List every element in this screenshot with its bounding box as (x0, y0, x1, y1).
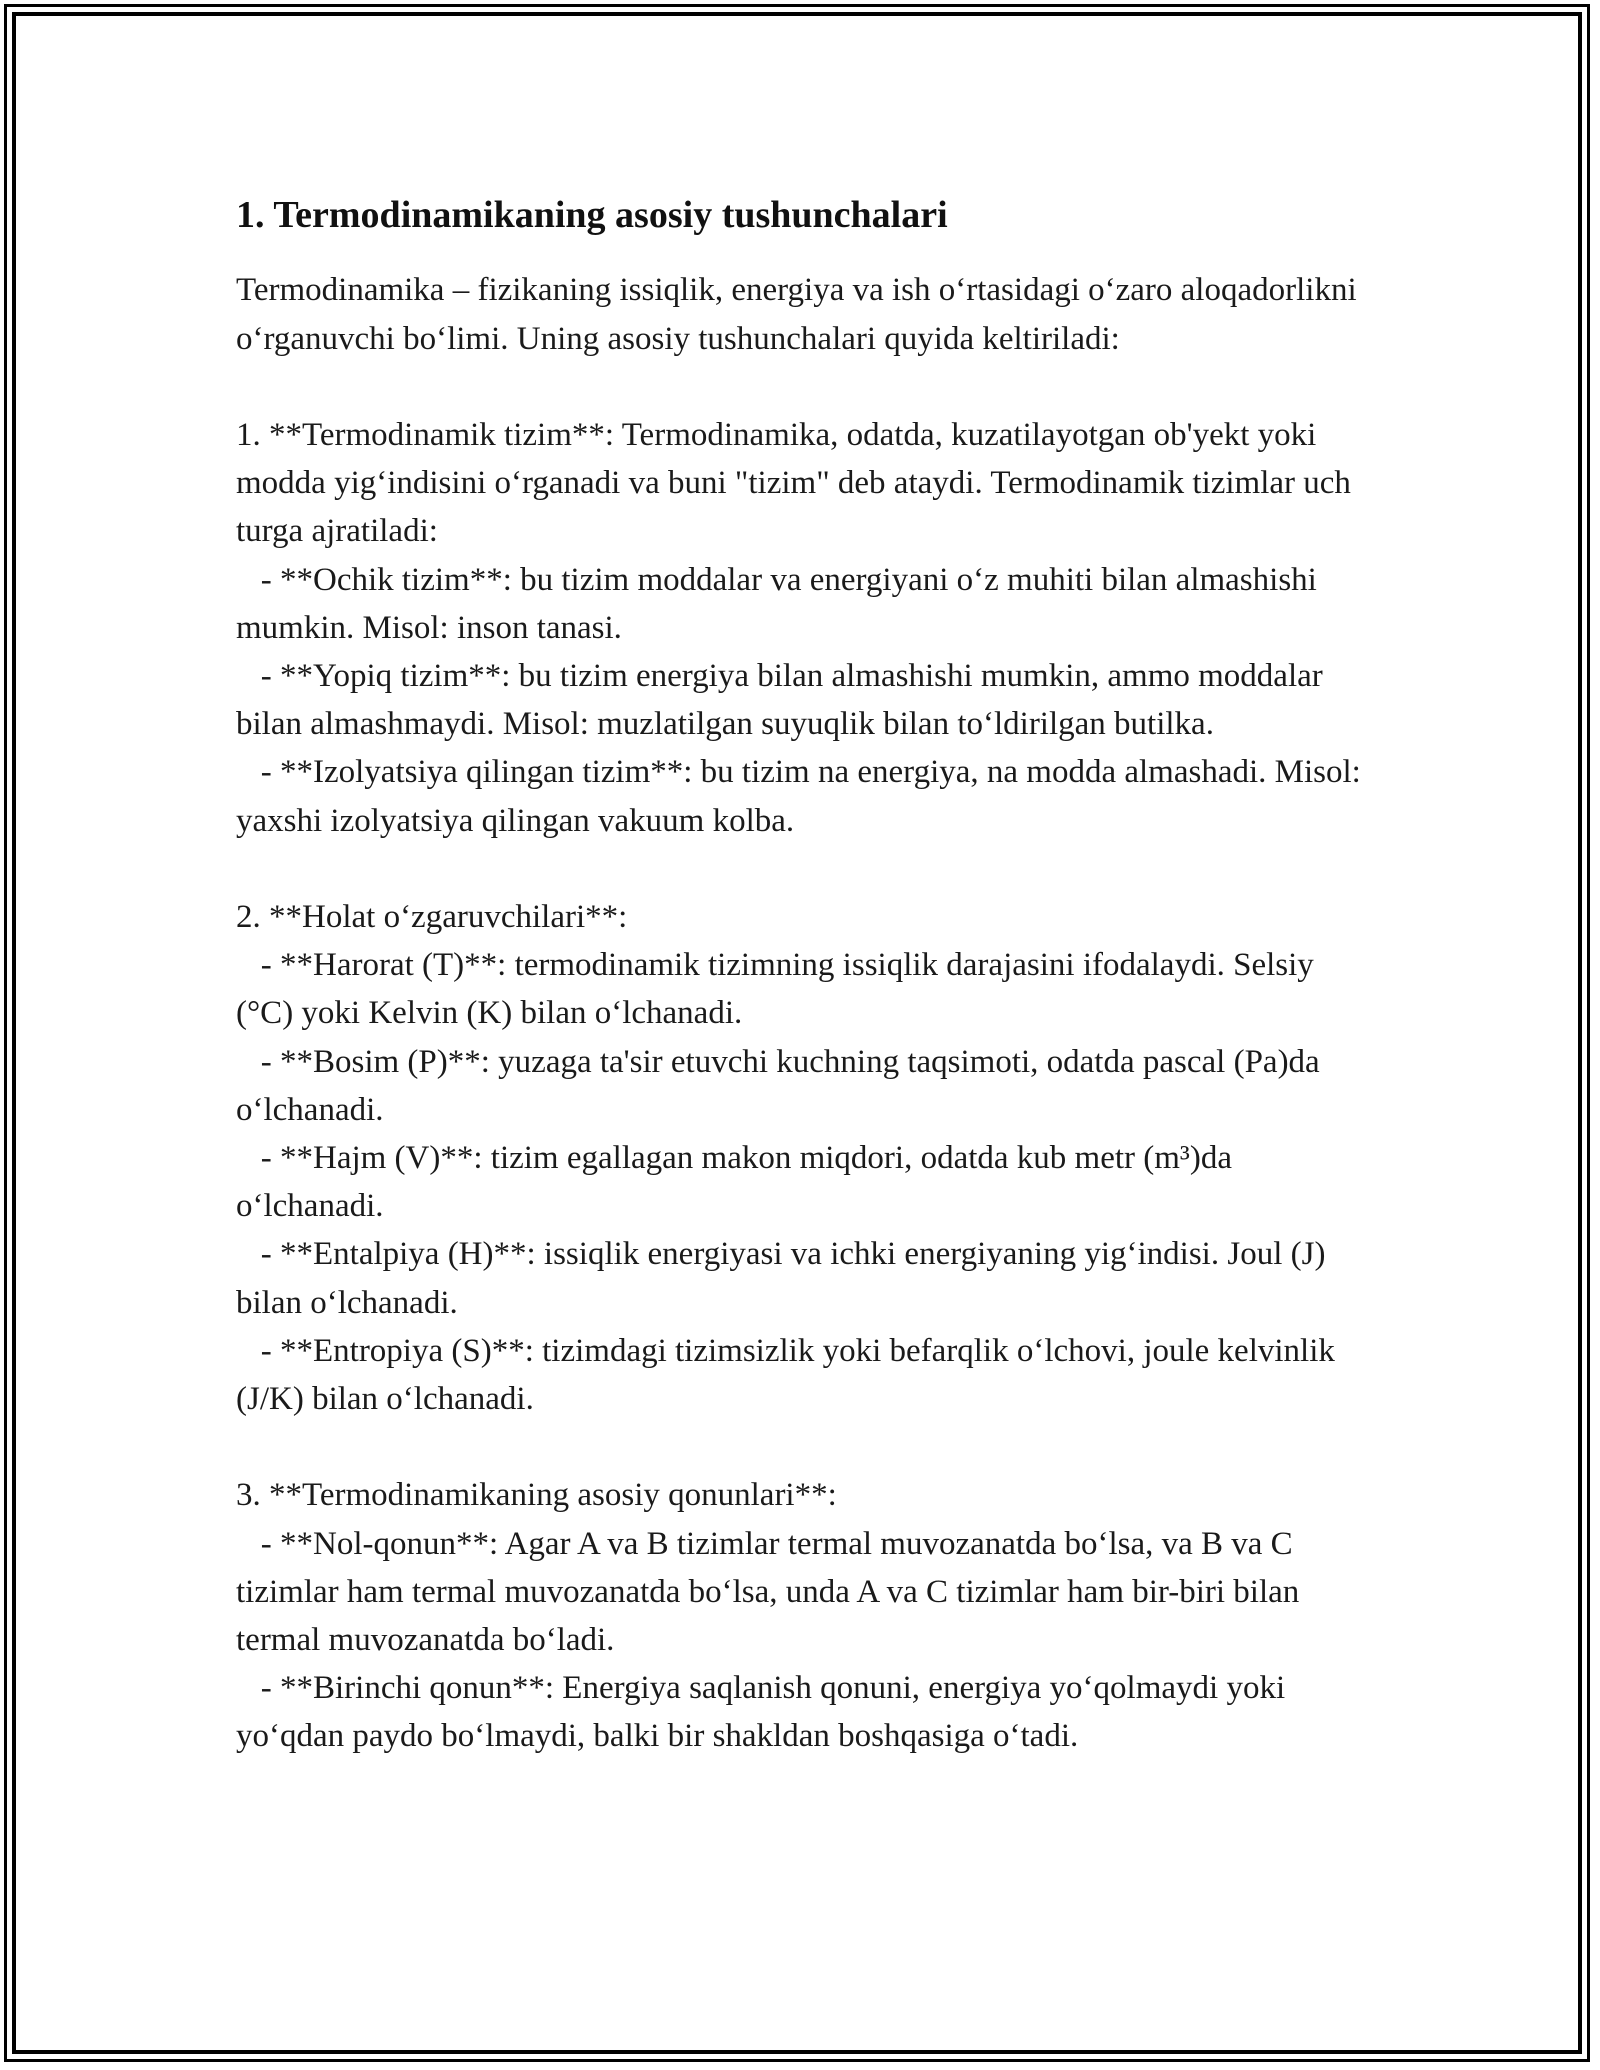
list-item: - **Bosim (P)**: yuzaga ta'sir etuvchi kuchning taqsimoti, odatda pascal (Pa)da o‘lchanadi. (236, 1043, 1328, 1128)
list-item: - **Nol-qonun**: Agar A va B tizimlar termal muvozanatda bo‘lsa, va B va C tizimlar ham termal muvozanatda bo‘lsa, unda A va C tizimlar ham bir-biri bilan termal muvozanatda bo‘ladi. (236, 1525, 1308, 1659)
list-item: - **Yopiq tizim**: bu tizim energiya bilan almashishi mumkin, ammo moddalar bilan almashmaydi. Misol: muzlatilgan suyuqlik bilan to‘ldirilgan butilka. (236, 658, 1331, 743)
section-heading: 2. **Holat o‘zgaruvchilari**: (236, 899, 628, 935)
document-body (236, 180, 1376, 1761)
blank-line (236, 845, 1376, 893)
section-termodinamik-tizim (236, 411, 1376, 845)
list-item: - **Birinchi qonun**: Energiya saqlanish qonuni, energiya yo‘qolmaydi yoki yo‘qdan paydo bo‘lmaydi, balki bir shakldan boshqasiga o‘tadi. (236, 1670, 1294, 1755)
list-item: - **Izolyatsiya qilingan tizim**: bu tizim na energiya, na modda almashadi. Misol: yaxshi izolyatsiya qilingan vakuum kolba. (236, 754, 1370, 839)
document-title: 1. Termodinamikaning asosiy tushunchalari (236, 194, 948, 236)
blank-line (236, 1423, 1376, 1471)
section-asosiy-qonunlar (236, 1471, 1376, 1760)
section-heading: 3. **Termodinamikaning asosiy qonunlari**: (236, 1477, 837, 1514)
section-holat-ozgaruvchilari (236, 893, 1376, 1423)
list-item: - **Harorat (T)**: termodinamik tizimning issiqlik darajasini ifodalaydi. Selsiy (°C) yoki Kelvin (K) bilan o‘lchanadi. (236, 947, 1323, 1032)
list-item: - **Ochik tizim**: bu tizim moddalar va energiyani o‘z muhiti bilan almashishi mumkin. Misol: inson tanasi. (236, 561, 1326, 646)
intro-paragraph: Termodinamika – fizikaning issiqlik, energiya va ish o‘rtasidagi o‘zaro aloqadorlikni o‘rganuvchi bo‘limi. Uning asosiy tushunchalari quyida keltiriladi: (236, 272, 1365, 357)
list-item: - **Entropiya (S)**: tizimdagi tizimsizlik yoki befarqlik o‘lchovi, joule kelvinlik (J/K) bilan o‘lchanadi. (236, 1332, 1344, 1418)
blank-line (236, 363, 1376, 411)
section-heading: 1. **Termodinamik tizim**: Termodinamika, odatda, kuzatilayotgan ob'yekt yoki modda yig‘indisini o‘rganadi va buni "tizim" deb ataydi. Termodinamik tizimlar uch turga ajratiladi: (236, 416, 1360, 550)
list-item: - **Entalpiya (H)**: issiqlik energiyasi va ichki energiyaning yig‘indisi. Joul (J) bilan o‘lchanadi. (236, 1236, 1334, 1321)
list-item: - **Hajm (V)**: tizim egallagan makon miqdori, odatda kub metr (m³)da o‘lchanadi. (236, 1140, 1241, 1225)
